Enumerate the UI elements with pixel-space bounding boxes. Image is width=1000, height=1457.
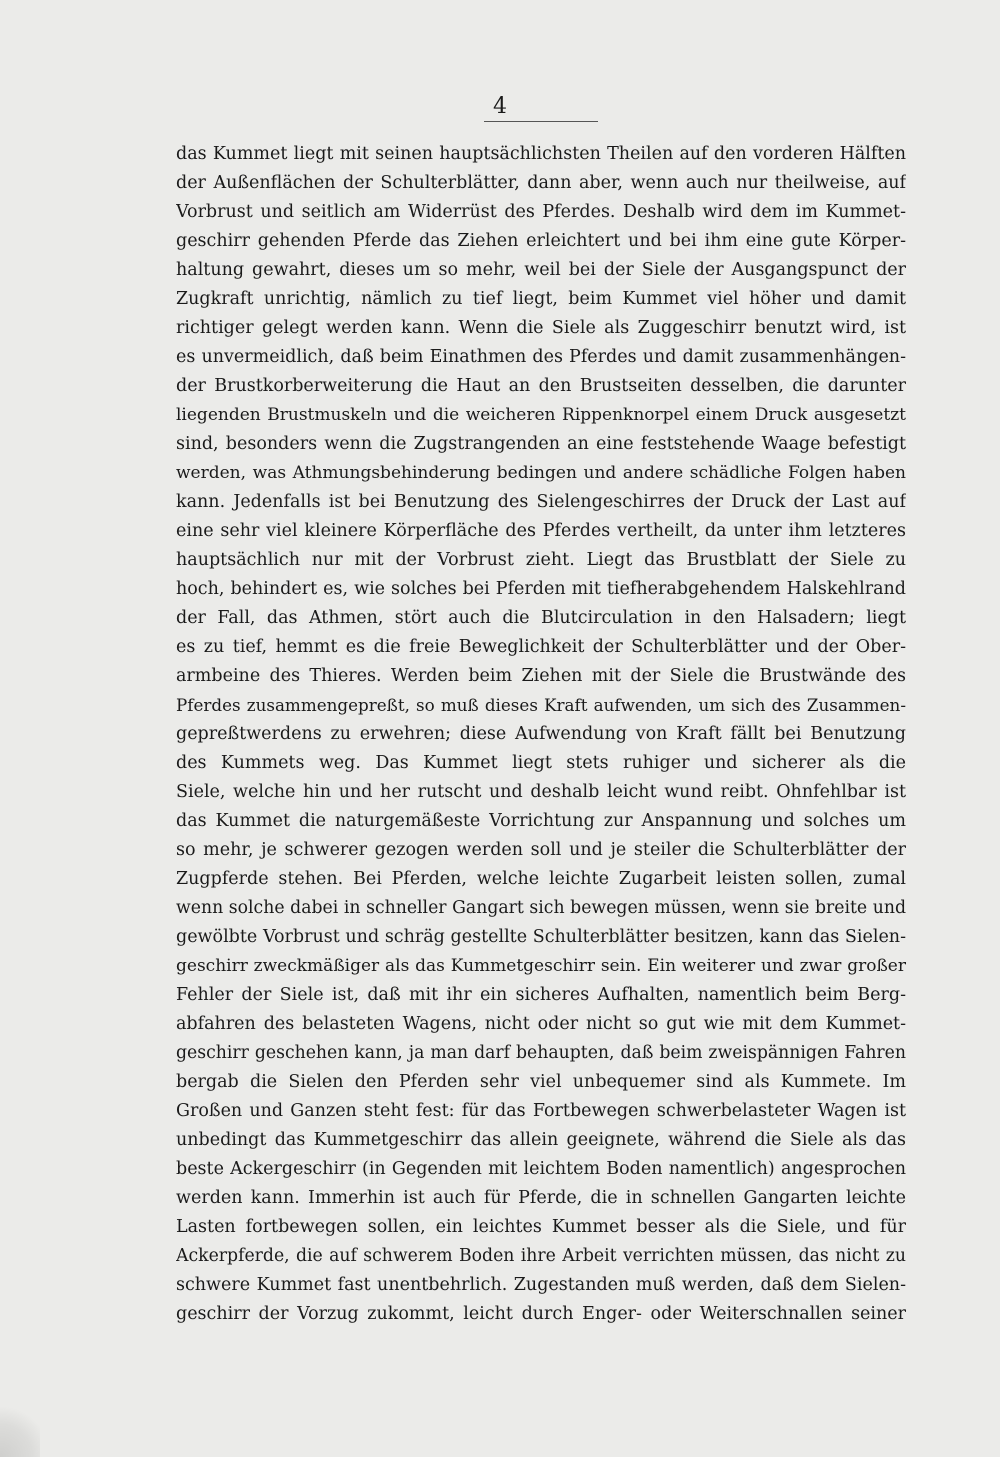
text-line: armbeine des Thieres. Werden beim Ziehen mit der Siele die Brustwände des — [176, 666, 906, 686]
text-line: sind, besonders wenn die Zugstrangenden an eine feststehende Waage befestigt — [176, 434, 906, 454]
page-number: 4 — [493, 94, 507, 119]
text-line: geschirr der Vorzug zukommt, leicht durch Enger- oder Weiterschnallen seiner — [176, 1304, 906, 1324]
text-line: kann. Jedenfalls ist bei Benutzung des Sielengeschirres der Druck der Last auf — [176, 492, 906, 512]
page-number-rule — [484, 121, 598, 122]
text-line: hauptsächlich nur mit der Vorbrust zieht. Liegt das Brustblatt der Siele zu — [176, 550, 906, 570]
text-line: der Brustkorberweiterung die Haut an den Brustseiten desselben, die darunter — [176, 376, 906, 396]
text-line: es unvermeidlich, daß beim Einathmen des Pferdes und damit zusammenhängen- — [176, 347, 906, 367]
text-line: Zugkraft unrichtig, nämlich zu tief liegt, beim Kummet viel höher und damit — [176, 289, 906, 309]
text-line: gewölbte Vorbrust und schräg gestellte Schulterblätter besitzen, kann das Sielen- — [176, 927, 906, 947]
text-line: das Kummet die naturgemäßeste Vorrichtung zur Anspannung und solches um — [176, 811, 906, 831]
text-line: der Fall, das Athmen, stört auch die Blutcirculation in den Halsadern; liegt — [176, 608, 906, 628]
text-line: abfahren des belasteten Wagens, nicht oder nicht so gut wie mit dem Kummet- — [176, 1014, 906, 1034]
text-line: schwere Kummet fast unentbehrlich. Zugestanden muß werden, daß dem Sielen- — [176, 1275, 906, 1295]
text-line: der Außenflächen der Schulterblätter, dann aber, wenn auch nur theilweise, auf — [176, 173, 906, 193]
text-line: Siele, welche hin und her rutscht und deshalb leicht wund reibt. Ohnfehlbar ist — [176, 782, 906, 802]
text-line: Ackerpferde, die auf schwerem Boden ihre Arbeit verrichten müssen, das nicht zu — [176, 1246, 906, 1266]
text-line: des Kummets weg. Das Kummet liegt stets ruhiger und sicherer als die — [176, 753, 906, 773]
text-line: hoch, behindert es, wie solches bei Pferden mit tiefherabgehendem Halskehlrand — [176, 579, 906, 599]
text-line: es zu tief, hemmt es die freie Beweglichkeit der Schulterblätter und der Ober- — [176, 637, 906, 657]
text-line: bergab die Sielen den Pferden sehr viel unbequemer sind als Kummete. Im — [176, 1072, 906, 1092]
text-line: Großen und Ganzen steht fest: für das Fortbewegen schwerbelasteter Wagen ist — [176, 1101, 906, 1121]
text-line: geschirr gehenden Pferde das Ziehen erleichtert und bei ihm eine gute Körper- — [176, 231, 906, 251]
text-line: eine sehr viel kleinere Körperfläche des Pferdes vertheilt, da unter ihm letzteres — [176, 521, 906, 541]
text-line: wenn solche dabei in schneller Gangart sich bewegen müssen, wenn sie breite und — [176, 898, 906, 918]
text-line: das Kummet liegt mit seinen hauptsächlichsten Theilen auf den vorderen Hälften — [176, 144, 906, 164]
text-line: Zugpferde stehen. Bei Pferden, welche leichte Zugarbeit leisten sollen, zumal — [176, 869, 906, 889]
text-line: werden kann. Immerhin ist auch für Pferde, die in schnellen Gangarten leichte — [176, 1188, 906, 1208]
text-line: Pferdes zusammengepreßt, so muß dieses Kraft aufwenden, um sich des Zusammen- — [176, 695, 906, 715]
text-line: Vorbrust und seitlich am Widerrüst des Pferdes. Deshalb wird dem im Kummet- — [176, 202, 906, 222]
text-line: haltung gewahrt, dieses um so mehr, weil bei der Siele der Ausgangspunct der — [176, 260, 906, 280]
body-text — [176, 140, 906, 1329]
text-line: unbedingt das Kummetgeschirr das allein geeignete, während die Siele als das — [176, 1130, 906, 1150]
text-line: werden, was Athmungsbehinderung bedingen und andere schädliche Folgen haben — [176, 463, 906, 483]
text-line: gepreßtwerdens zu erwehren; diese Aufwendung von Kraft fällt bei Benutzung — [176, 724, 906, 744]
text-line: beste Ackergeschirr (in Gegenden mit leichtem Boden namentlich) angesprochen — [176, 1159, 906, 1179]
text-line: Fehler der Siele ist, daß mit ihr ein sicheres Aufhalten, namentlich beim Berg- — [176, 985, 906, 1005]
text-line: so mehr, je schwerer gezogen werden soll und je steiler die Schulterblätter der — [176, 840, 906, 860]
text-line: richtiger gelegt werden kann. Wenn die Siele als Zuggeschirr benutzt wird, ist — [176, 318, 906, 338]
text-line: liegenden Brustmuskeln und die weicheren Rippenknorpel einem Druck ausgesetzt — [176, 405, 906, 425]
text-line: geschirr geschehen kann, ja man darf behaupten, daß beim zweispännigen Fahren — [176, 1043, 906, 1063]
text-line: Lasten fortbewegen sollen, ein leichtes Kummet besser als die Siele, und für — [176, 1217, 906, 1237]
text-line: geschirr zweckmäßiger als das Kummetgeschirr sein. Ein weiterer und zwar großer — [176, 956, 906, 976]
page-corner-shadow — [0, 1397, 40, 1457]
